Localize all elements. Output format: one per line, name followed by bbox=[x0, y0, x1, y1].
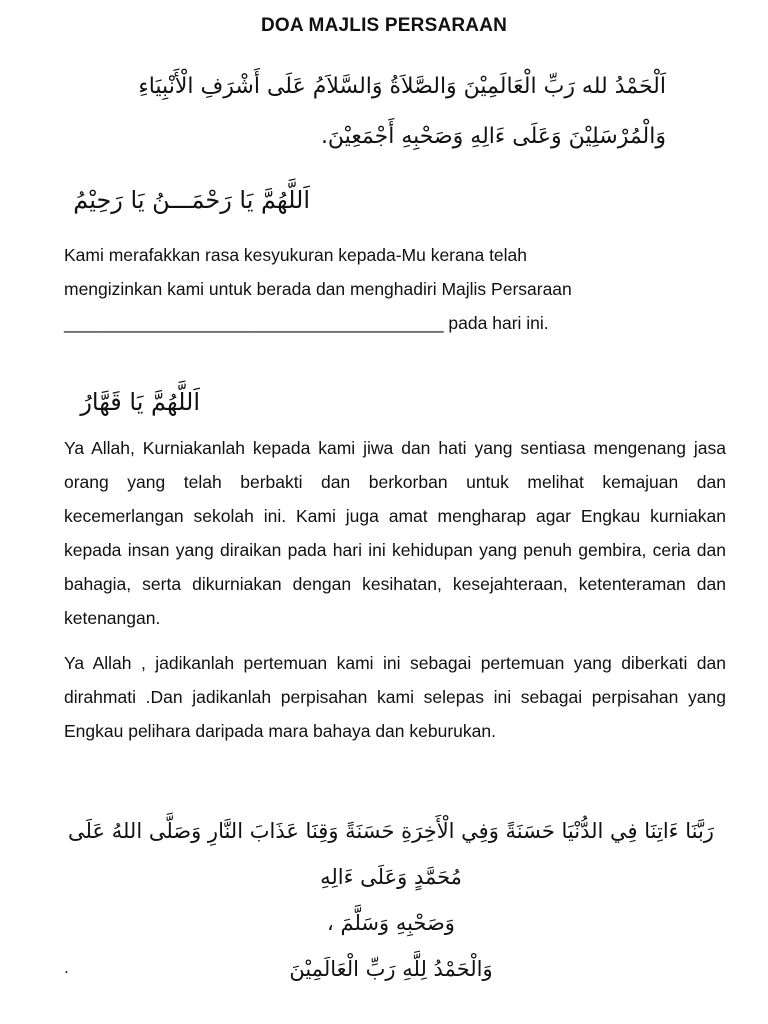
closing-arabic-line: رَبَّنَا ءَاتِنَا فِي الدُّنْيَا حَسَنَةً وَفِي الْأَخِرَةِ حَسَنَةً وَقِنَا عَذَابَ النَّارِ وَصَلَّى اللهُ عَلَى مُحَمَّدٍ وَعَلَى ءَالِهِ bbox=[68, 819, 714, 889]
invocation-ya-qahhar: اَللَّهُمَّ يَا قَهَّارُ bbox=[80, 388, 200, 416]
prayer-paragraph-2: Ya Allah , jadikanlah pertemuan kami ini sebagai pertemuan yang diberkati dan dirahmati .Dan jadikanlah perpisahan kami selepas ini sebagai perpisahan yang Engkau pelihara daripada mara bahaya dan keburukan. bbox=[64, 653, 726, 741]
closing-arabic-line: وَالْحَمْدُ لِلَّهِ رَبِّ الْعَالَمِيْنَ bbox=[289, 957, 493, 981]
intro-line: Kami merafakkan rasa kesyukuran kepada-Mu kerana telah bbox=[64, 245, 528, 265]
document-title: DOA MAJLIS PERSARAAN bbox=[260, 15, 508, 36]
prayer-paragraph-1: Ya Allah, Kurniakanlah kepada kami jiwa dan hati yang sentiasa mengenang jasa orang yang telah berbakti dan berkorban untuk melihat kemajuan dan kecemerlangan sekolah ini. Kami juga amat mengharap agar Engkau kurniakan kepada insan yang diraikan pada hari ini kehidupan yang penuh gembira, ceria dan bahagia, serta dikurniakan dengan kesihatan, kesejahteraan, ketenteraman dan ketenangan. bbox=[64, 438, 726, 628]
opening-arabic-line: وَالْمُرْسَلِيْنَ وَعَلَى ءَالِهِ وَصَحْبِهِ أَجْمَعِيْنَ. bbox=[320, 124, 666, 149]
trailing-period: . bbox=[64, 958, 69, 977]
intro-paragraph bbox=[64, 238, 726, 340]
closing-arabic-line: وَصَحْبِهِ وَسَلَّمَ ، bbox=[327, 911, 455, 935]
intro-line-with-blank: _______________________________________ pada hari ini. bbox=[64, 313, 549, 333]
opening-arabic-line: اَلْحَمْدُ لله رَبِّ الْعَالَمِيْنَ وَالصَّلاَةُ وَالسَّلاَمُ عَلَى أَشْرَفِ الْأَنْبِيَاءِ bbox=[138, 74, 666, 99]
invocation-ya-rahman: اَللَّهُمَّ يَا رَحْمَـــنُ يَا رَحِيْمُ bbox=[73, 186, 310, 214]
opening-arabic-praise bbox=[56, 62, 666, 162]
intro-line: mengizinkan kami untuk berada dan menghadiri Majlis Persaraan bbox=[64, 279, 572, 299]
closing-arabic-prayer bbox=[56, 808, 726, 992]
